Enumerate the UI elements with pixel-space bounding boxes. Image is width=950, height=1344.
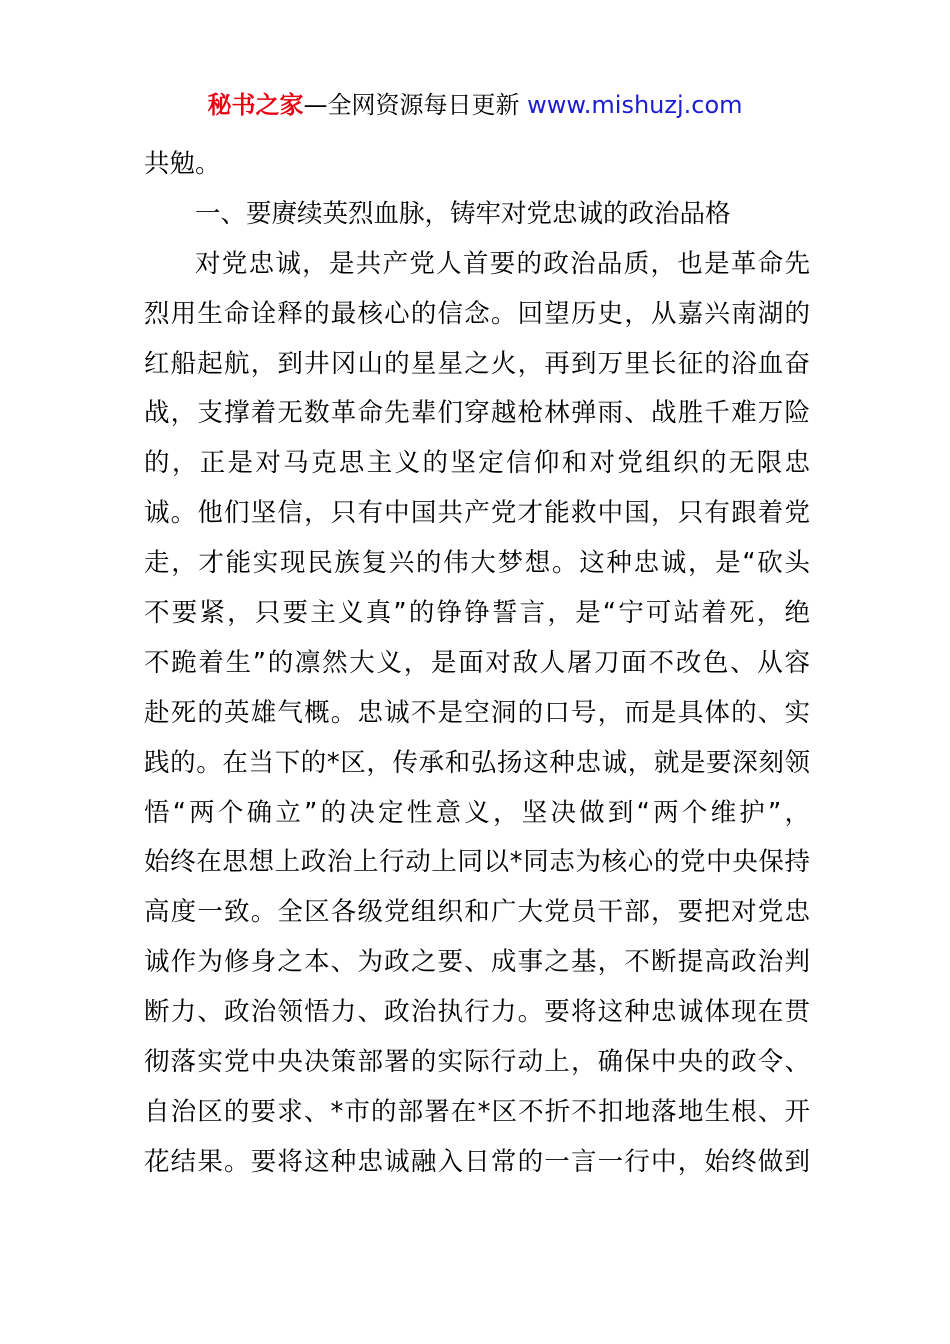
text-line: 红船起航，到井冈山的星星之火，再到万里长征的浴血奋 [144, 348, 810, 379]
text-line: 战，支撑着无数革命先辈们穿越枪林弹雨、战胜千难万险 [144, 398, 810, 429]
text-line: 自治区的要求、*市的部署在*区不折不扣地落地生根、开 [144, 1096, 810, 1127]
text-line: 始终在思想上政治上行动上同以*同志为核心的党中央保持 [144, 847, 810, 878]
site-header [0, 88, 950, 122]
site-tagline: —全网资源每日更新 [303, 91, 528, 119]
site-brand: 秘书之家 [207, 91, 304, 119]
text-line: 不要紧，只要主义真”的铮铮誓言，是“宁可站着死，绝 [144, 598, 810, 629]
text-line: 断力、政治领悟力、政治执行力。要将这种忠诚体现在贯 [144, 997, 810, 1028]
text-line: 赴死的英雄气概。忠诚不是空洞的口号，而是具体的、实 [144, 697, 810, 728]
text-line: 高度一致。全区各级党组织和广大党员干部，要把对党忠 [144, 897, 810, 928]
document-body [144, 140, 810, 1188]
text-line: 花结果。要将这种忠诚融入日常的一言一行中，始终做到 [144, 1146, 810, 1177]
site-url-link[interactable]: www.mishuzj.com [527, 91, 743, 119]
text-line: 不跪着生”的凛然大义，是面对敌人屠刀面不改色、从容 [144, 647, 810, 678]
text-line: 彻落实党中央决策部署的实际行动上，确保中央的政令、 [144, 1047, 810, 1078]
text-line: 悟“两个确立”的决定性意义，坚决做到“两个维护”， [144, 797, 810, 828]
section-heading: 一、要赓续英烈血脉，铸牢对党忠诚的政治品格 [195, 198, 731, 229]
text-line: 的，正是对马克思主义的坚定信仰和对党组织的无限忠 [144, 448, 810, 479]
text-line: 诚。他们坚信，只有中国共产党才能救中国，只有跟着党 [144, 498, 810, 529]
text-line: 走，才能实现民族复兴的伟大梦想。这种忠诚，是“砍头 [144, 548, 810, 579]
text-line: 对党忠诚，是共产党人首要的政治品质，也是革命先 [195, 248, 810, 279]
text-line: 诚作为修身之本、为政之要、成事之基，不断提高政治判 [144, 947, 810, 978]
text-line: 践的。在当下的*区，传承和弘扬这种忠诚，就是要深刻领 [144, 747, 810, 778]
text-line: 烈用生命诠释的最核心的信念。回望历史，从嘉兴南湖的 [144, 298, 810, 329]
text-line: 共勉。 [144, 149, 221, 179]
